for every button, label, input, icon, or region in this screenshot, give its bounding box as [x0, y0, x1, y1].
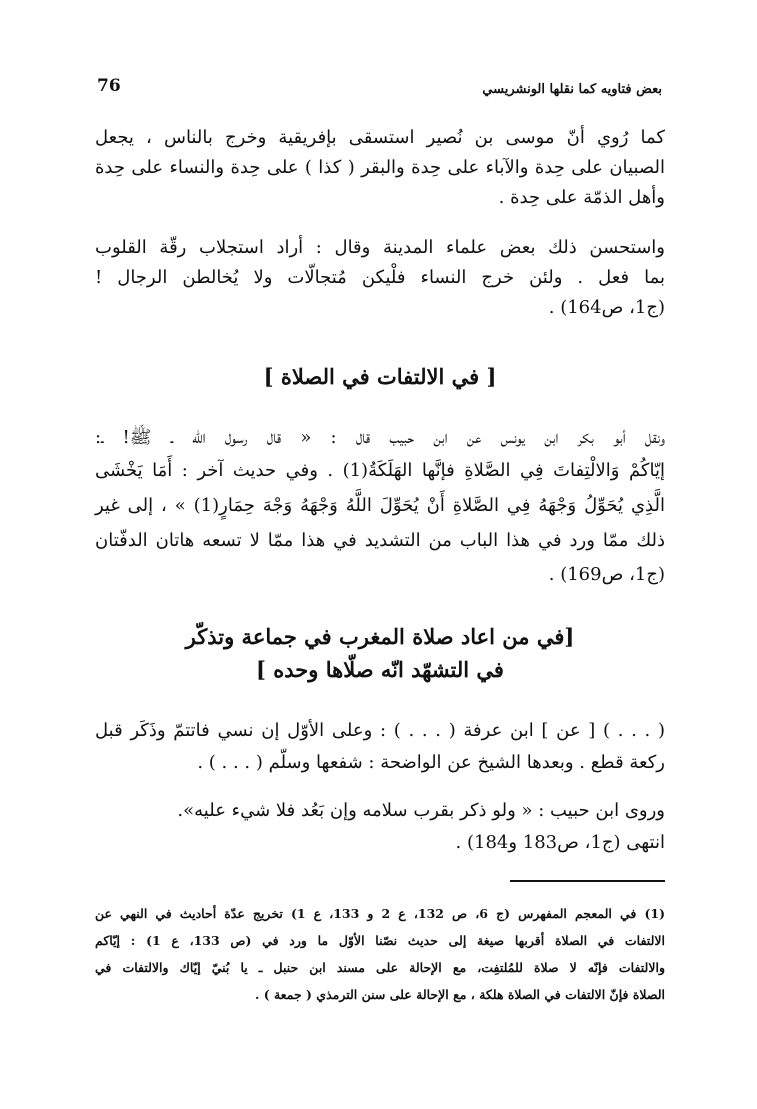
paragraph-line: واستحسن ذلك بعض علماء المدينة وقال : أراد استجلاب رقّة القلوب	[95, 237, 665, 258]
section-heading-line: في التشهّد انّه صلّاها وحده ]	[256, 657, 504, 682]
paragraph-line: (ج1، ص164) .	[548, 297, 665, 318]
paragraph-line: الصبيان على حِدة والآباء على حِدة والبقر ( كذا ) على حِدة والنساء على حِدة	[95, 157, 665, 178]
section-heading: [ في الالتفات في الصلاة ]	[263, 364, 497, 389]
paragraph-line: ركعة قطع . وبعدها الشيخ عن الواضحة : شفعها وسلّم ( . . . ) .	[197, 752, 665, 773]
paragraph-line: وروى ابن حبيب : « ولو ذكر بقرب سلامه وإن بَعُد فلا شيء عليه».	[177, 800, 665, 821]
paragraph-line: كما رُوي أنّ موسى بن نُصير استسقى بإفريقية وخرج بالناس ، يجعل	[95, 127, 665, 148]
paragraph-line: إيّاكُمْ وَالالْتِفاتَ فِي الصَّلاةِ فإنَّها الهَلَكَةُ(1) . وفي حديث آخر : أَمَا يَخْشَى	[95, 460, 665, 481]
paragraph-line: ذلك ممّا ورد في هذا الباب من التشديد في هذا ممّا لا تسعه هاتان الدفّتان	[95, 530, 665, 551]
paragraph-line: بما فعل . ولئن خرج النساء فلْيكن مُتجالّات ولا يُخالطن الرجال !	[95, 267, 665, 288]
section-heading-line: [في من اعاد صلاة المغرب في جماعة وتذكّر	[185, 624, 575, 649]
page-number: 76	[97, 76, 121, 96]
running-title: بعض فتاويه كما نقلها الونشريسي	[482, 82, 662, 97]
paragraph-line: انتهى (ج1، ص183 و184) .	[455, 832, 665, 853]
footnote-line: الصلاة فإنّ الالتفات في الصلاة هلكة ، مع الإحالة على سنن الترمذي ( جمعة ) .	[255, 987, 665, 1002]
paragraph-line: (ج1، ص169) .	[548, 564, 665, 585]
footnote-line: (1) في المعجم المفهرس (ج 6، ص 132، ع 2 و 133، ع 1) تخريج عدّة أحاديث في النهي عن	[95, 906, 665, 921]
footnote-line: الالتفات في الصلاة أقربها صيغة إلى حديث نصّنا الأوّل ما ورد في (ص 133، ع 1) : إيّاكم	[95, 933, 665, 948]
paragraph-line: ونقل أبو بكر ابن يونس عن ابن حبيب قال : « قال رسول اللّه ـ ﷺ! ـ:	[95, 427, 665, 448]
paragraph-line: وأهل الذمّة على حِدة .	[498, 187, 665, 208]
footnote-separator	[510, 880, 665, 882]
paragraph-line: الَّذِي يُحَوِّلُ وَجْهَهُ فِي الصَّلاةِ أَنْ يُحَوِّلَ اللَّهُ وَجْهَهُ وَجْهَ حِمَارٍ(1) » ، إلى غير	[95, 495, 665, 516]
footnote-line: والالتفات فإنّه لا صلاة للمُلتفِت، مع الإحالة على مسند ابن حنبل ـ يا بُنيّ إيّاك والالتفات في	[95, 960, 665, 975]
paragraph-line: ( . . . ) [ عن ] ابن عرفة ( . . . ) : وعلى الأوّل إن نسي فاتتمّ وذَكَر قبل	[95, 720, 665, 741]
